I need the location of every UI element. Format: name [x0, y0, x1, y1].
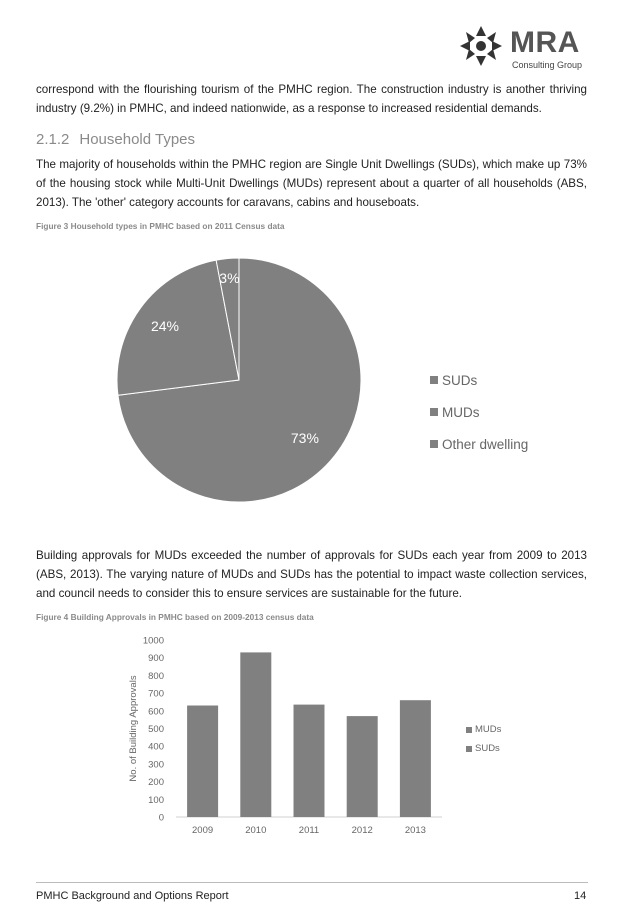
- y-tick-label: 900: [148, 653, 164, 665]
- logo-tagline: Consulting Group: [512, 60, 583, 70]
- bar-legend-item: [466, 739, 501, 758]
- y-tick-label: 0: [158, 812, 164, 824]
- pie-data-label: 3%: [219, 270, 240, 286]
- intro-paragraph: correspond with the flourishing tourism of the PMHC region. The construction industry is another thriving industry (9.2%) in PMHC, and indeed nationwide, as a response to increased residential demands.: [36, 83, 587, 115]
- y-tick-label: 300: [148, 759, 164, 771]
- bar-legend-label: MUDs: [475, 724, 502, 735]
- bar-legend-label: SUDs: [475, 743, 500, 754]
- legend-swatch: [466, 727, 472, 733]
- bar-2009: [187, 706, 218, 818]
- y-tick-label: 700: [148, 688, 164, 700]
- bar-legend-item: [466, 720, 501, 739]
- x-tick-label: 2011: [298, 825, 320, 836]
- x-tick-label: 2012: [351, 825, 373, 836]
- footer-divider: [36, 882, 588, 883]
- section-title: Household Types: [79, 131, 196, 148]
- pie-legend-label: Other dwelling: [442, 436, 529, 452]
- figure3-caption: Figure 3 Household types in PMHC based on 2011 Census data: [36, 221, 285, 231]
- y-axis-title: No. of Building Approvals: [128, 675, 139, 782]
- bar-2012: [347, 716, 378, 817]
- bar-2011: [294, 705, 325, 817]
- household-paragraph: The majority of households within the PMHC region are Single Unit Dwellings (SUDs), which make up 73% of the housing stock while Multi-Unit Dwellings (MUDs) represent about a quarter of all households (ABS, 2013). The 'other' category accounts for caravans, cabins and houseboats.: [36, 158, 587, 209]
- figure4-caption: Figure 4 Building Approvals in PMHC based on 2009-2013 census data: [36, 612, 314, 622]
- pie-legend-label: SUDs: [442, 372, 478, 388]
- x-tick-label: 2009: [192, 825, 214, 836]
- bar-legend: [466, 720, 501, 758]
- legend-swatch: [466, 746, 472, 752]
- logo-name: MRA: [510, 26, 580, 59]
- section-number: 2.1.2: [36, 131, 70, 148]
- x-tick-label: 2013: [404, 825, 426, 836]
- pie-legend-label: MUDs: [442, 404, 480, 420]
- y-tick-label: 400: [148, 741, 164, 753]
- y-tick-label: 600: [148, 706, 164, 718]
- y-tick-label: 800: [148, 670, 164, 682]
- bar-2013: [400, 700, 431, 817]
- x-tick-label: 2010: [245, 825, 267, 836]
- bar-2010: [240, 652, 271, 817]
- y-tick-label: 500: [148, 724, 164, 735]
- pie-data-label: 73%: [290, 430, 319, 447]
- pie-data-label: 24%: [150, 318, 180, 335]
- y-tick-label: 100: [148, 794, 164, 806]
- footer-title: PMHC Background and Options Report: [36, 890, 229, 902]
- y-tick-label: 200: [148, 777, 164, 789]
- y-tick-label: 1000: [142, 635, 164, 647]
- page-number: 14: [574, 890, 587, 902]
- approvals-paragraph: Building approvals for MUDs exceeded the number of approvals for SUDs each year from 2009 to 2013 (ABS, 2013). The varying nature of MUDs and SUDs has the potential to impact waste collection services, and council needs to consider this to ensure services are sustainable for the future.: [36, 549, 587, 600]
